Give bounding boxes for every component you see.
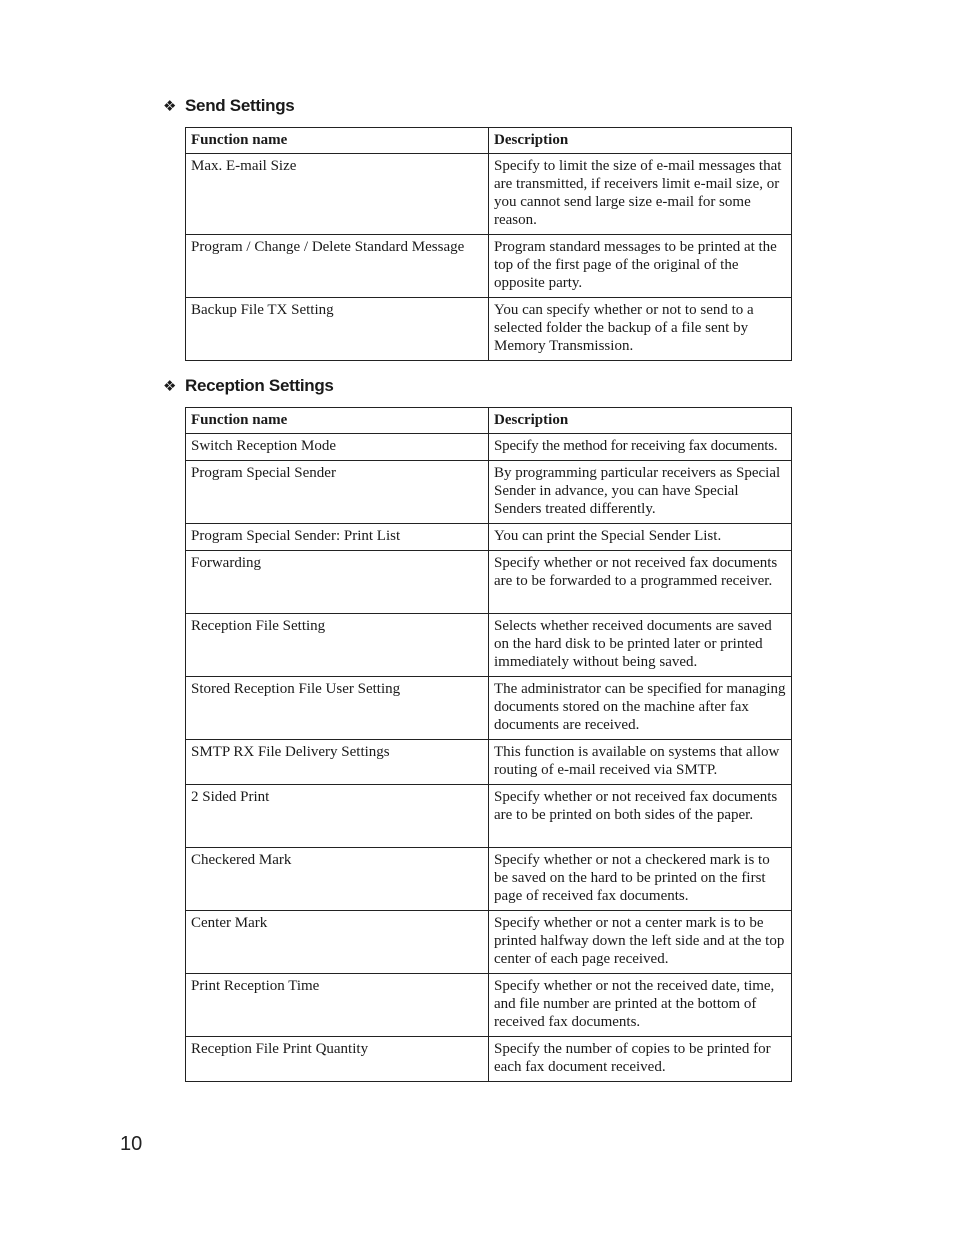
send-settings-title: Send Settings [185, 96, 295, 115]
function-name-cell: 2 Sided Print [186, 785, 489, 848]
function-name-cell: Program Special Sender: Print List [186, 524, 489, 551]
description-cell: Selects whether received documents are saved on the hard disk to be printed later or printed immediately without being saved. [489, 614, 792, 677]
function-name-cell: Reception File Setting [186, 614, 489, 677]
description-cell: Specify whether or not a center mark is to be printed halfway down the left side and at the top center of each page received. [489, 911, 792, 974]
table-header-row [186, 128, 792, 154]
table-row [186, 848, 792, 911]
column-header-function-name: Function name [186, 128, 489, 154]
table-row [186, 677, 792, 740]
description-cell: You can print the Special Sender List. [489, 524, 792, 551]
table-row [186, 1037, 792, 1082]
description-cell: By programming particular receivers as Special Sender in advance, you can have Special Senders treated differently. [489, 461, 792, 524]
function-name-cell: Switch Reception Mode [186, 434, 489, 461]
table-row [186, 974, 792, 1037]
reception-settings-section [163, 375, 791, 1082]
description-cell: Specify the method for receiving fax documents. [489, 434, 792, 461]
function-name-cell: SMTP RX File Delivery Settings [186, 740, 489, 785]
description-cell: Specify whether or not received fax documents are to be forwarded to a programmed receiver. [489, 551, 792, 614]
table-row [186, 154, 792, 235]
table-row [186, 785, 792, 848]
description-cell: Specify to limit the size of e-mail messages that are transmitted, if receivers limit e-mail size, or you cannot send large size e-mail for some reason. [489, 154, 792, 235]
description-cell: The administrator can be specified for managing documents stored on the machine after fax documents are received. [489, 677, 792, 740]
table-row [186, 235, 792, 298]
function-name-cell: Backup File TX Setting [186, 298, 489, 361]
table-row [186, 524, 792, 551]
send-settings-table [185, 127, 792, 361]
function-name-cell: Reception File Print Quantity [186, 1037, 489, 1082]
description-cell: Specify the number of copies to be printed for each fax document received. [489, 1037, 792, 1082]
description-cell: Specify whether or not received fax documents are to be printed on both sides of the paper. [489, 785, 792, 848]
table-row [186, 551, 792, 614]
reception-settings-table [185, 407, 792, 1082]
function-name-cell: Program / Change / Delete Standard Message [186, 235, 489, 298]
function-name-cell: Center Mark [186, 911, 489, 974]
diamond-bullet-icon: ❖ [163, 97, 177, 115]
table-header-row [186, 408, 792, 434]
table-row [186, 614, 792, 677]
column-header-description: Description [489, 408, 792, 434]
table-row [186, 434, 792, 461]
function-name-cell: Stored Reception File User Setting [186, 677, 489, 740]
description-cell: Program standard messages to be printed at the top of the first page of the original of the opposite party. [489, 235, 792, 298]
column-header-function-name: Function name [186, 408, 489, 434]
function-name-cell: Print Reception Time [186, 974, 489, 1037]
table-row [186, 298, 792, 361]
function-name-cell: Forwarding [186, 551, 489, 614]
send-settings-section [163, 95, 791, 361]
description-cell: Specify whether or not the received date, time, and file number are printed at the bottom of received fax documents. [489, 974, 792, 1037]
column-header-description: Description [489, 128, 792, 154]
table-row [186, 911, 792, 974]
reception-settings-title: Reception Settings [185, 376, 334, 395]
page-number: 10 [120, 1133, 143, 1155]
description-cell: Specify whether or not a checkered mark is to be saved on the hard to be printed on the first page of received fax documents. [489, 848, 792, 911]
send-settings-heading [163, 95, 791, 117]
description-cell: This function is available on systems that allow routing of e-mail received via SMTP. [489, 740, 792, 785]
function-name-cell: Checkered Mark [186, 848, 489, 911]
function-name-cell: Program Special Sender [186, 461, 489, 524]
function-name-cell: Max. E-mail Size [186, 154, 489, 235]
reception-settings-heading [163, 375, 791, 397]
diamond-bullet-icon: ❖ [163, 377, 177, 395]
table-row [186, 740, 792, 785]
table-row [186, 461, 792, 524]
description-cell: You can specify whether or not to send to a selected folder the backup of a file sent by Memory Transmission. [489, 298, 792, 361]
